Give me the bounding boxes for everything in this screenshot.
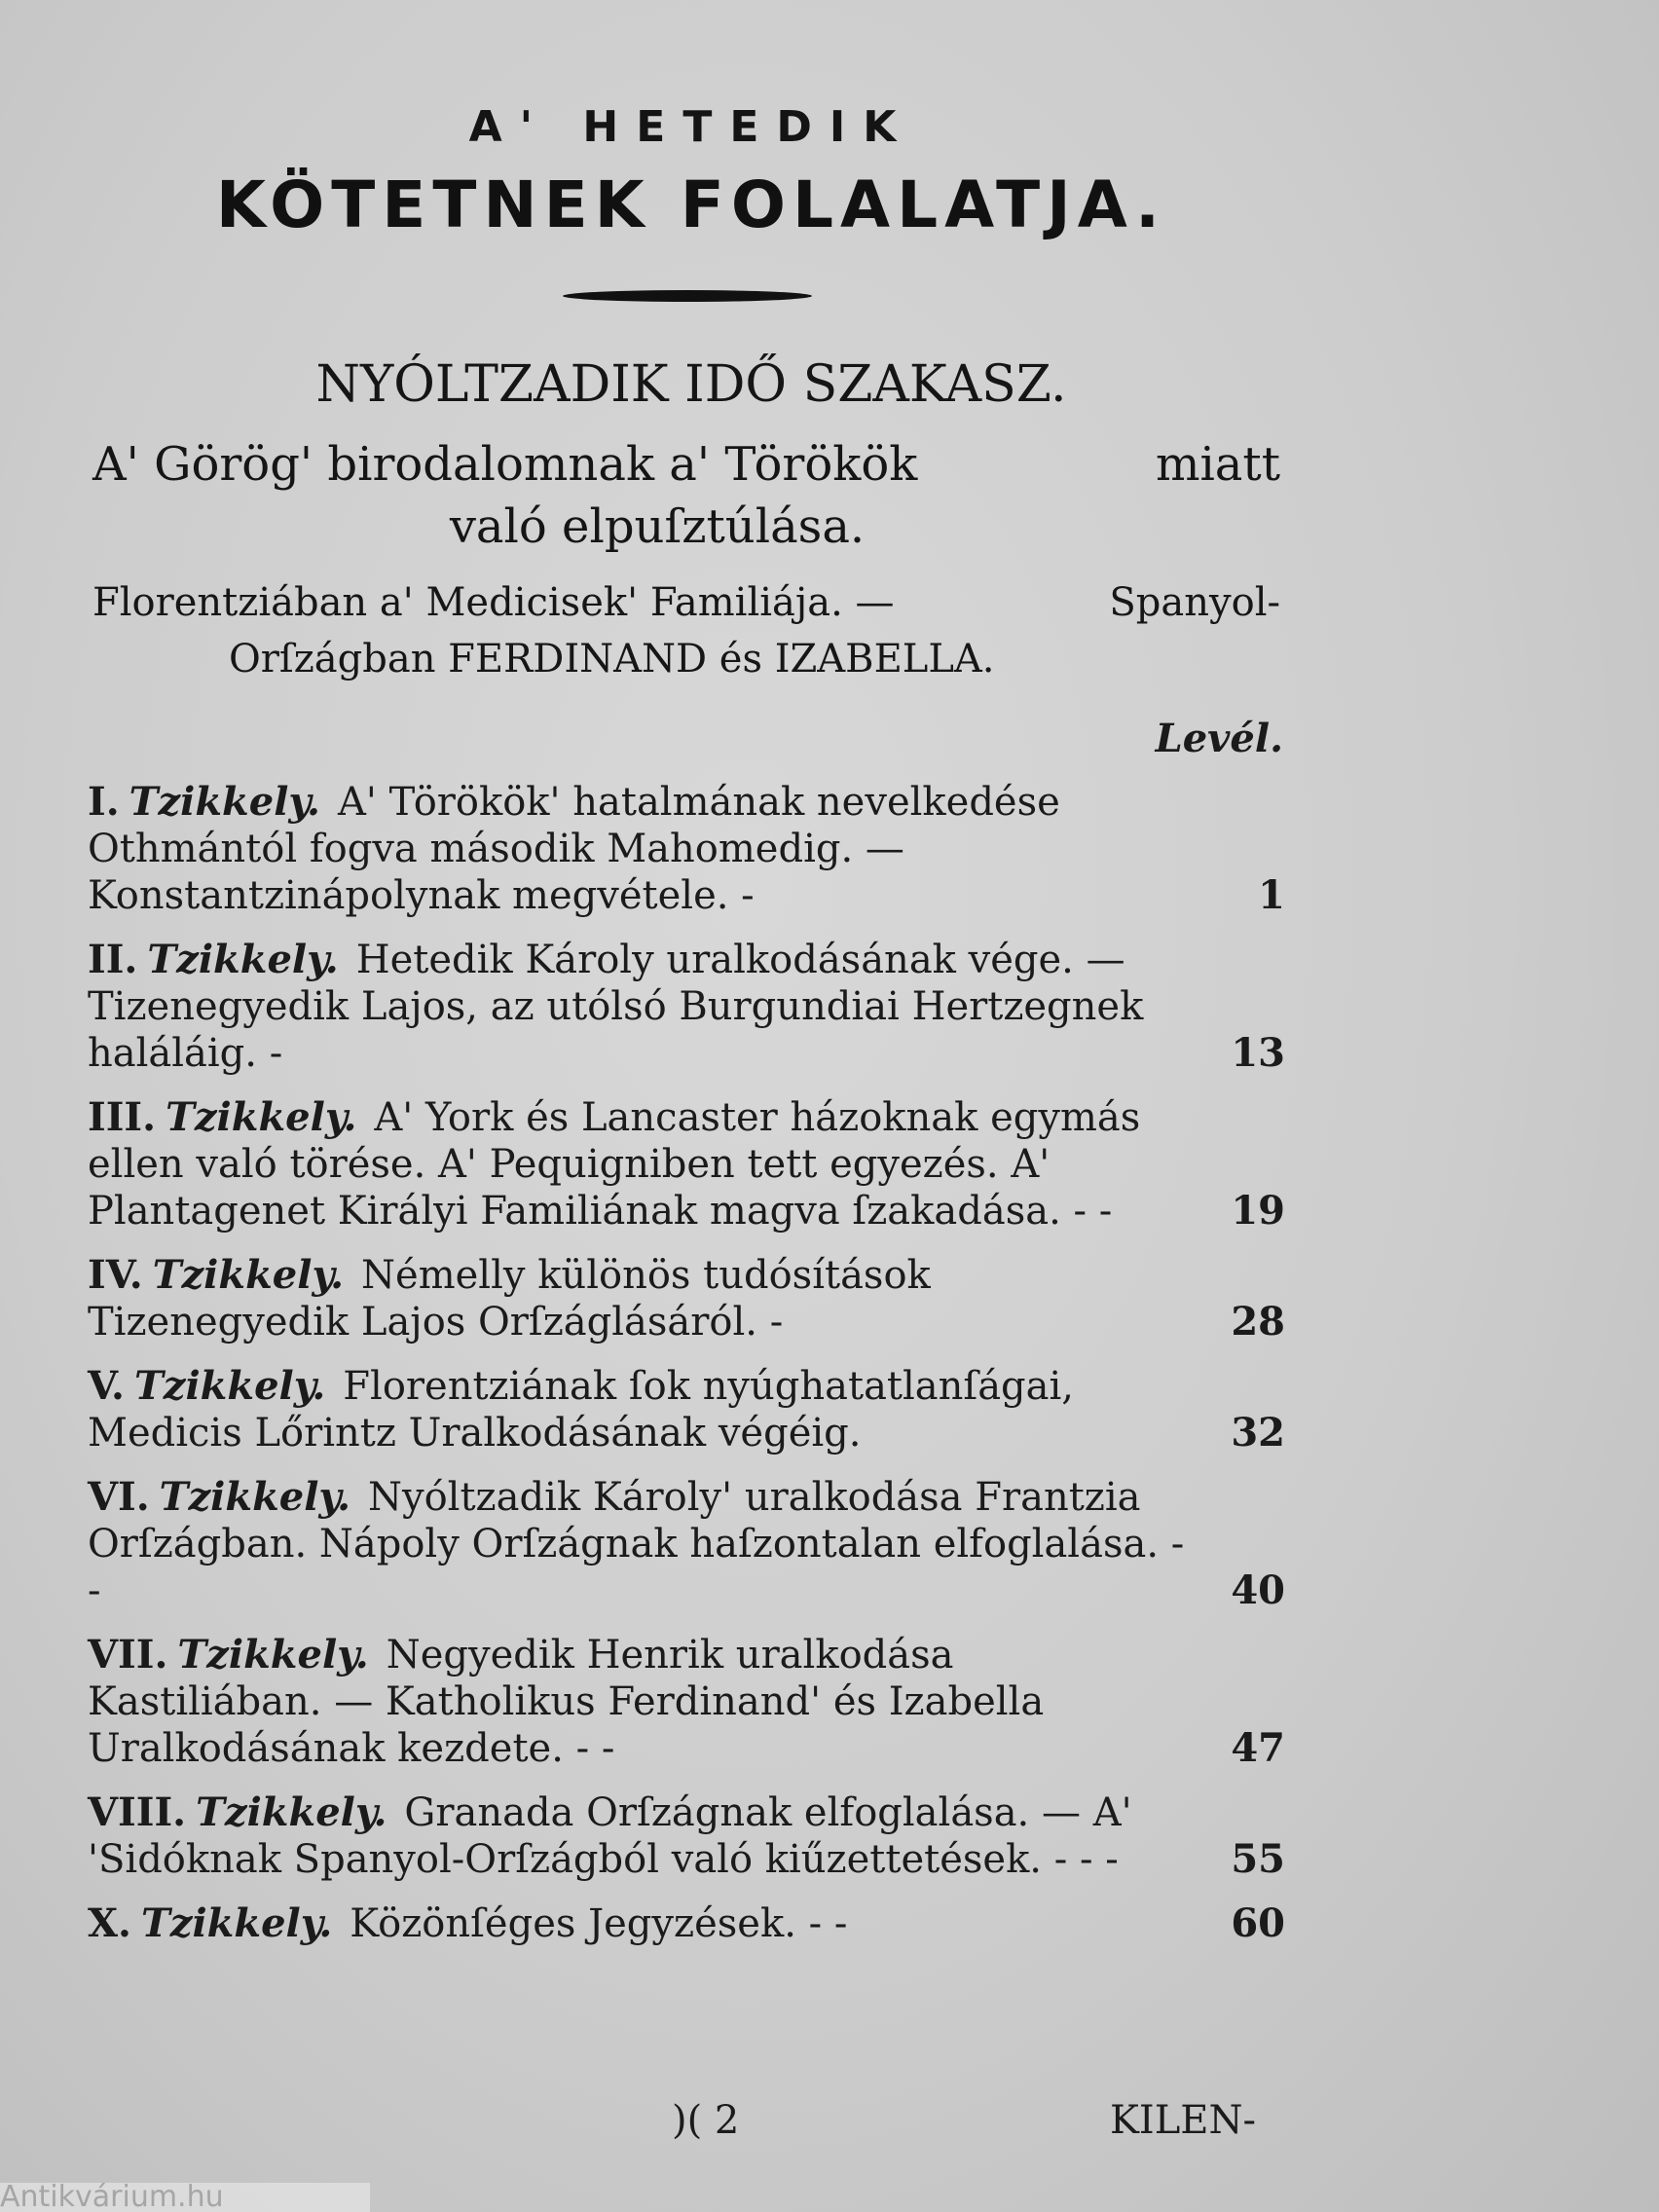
subtitle-line1-end: miatt: [1155, 437, 1280, 492]
chapter-label: Tzikkely.: [152, 1252, 345, 1298]
toc-entry-body: [88, 1632, 1285, 1772]
page-title: KÖTETNEK FOLALATJA.: [215, 167, 1167, 242]
page-number: 19: [1231, 1188, 1285, 1234]
chapter-numeral: V.: [88, 1363, 125, 1409]
page-column-header: Levél.: [1155, 716, 1283, 761]
toc-entry: [88, 1363, 1285, 1456]
toc-entry-body: [88, 1094, 1285, 1235]
toc-entry: [88, 1094, 1285, 1235]
topics-line1-end: Spanyol-: [1109, 580, 1280, 625]
chapter-description: Nyóltzadik Károly' uralkodása Frantzia Orſzágban. Nápoly Orſzágnak haſzontalan elfoglalása. - -: [88, 1475, 1185, 1613]
subtitle-line2: való elpuſztúlása.: [449, 499, 866, 554]
page-number: 1: [1258, 872, 1285, 918]
page-number: 13: [1231, 1030, 1285, 1076]
toc-entry: [88, 1900, 1285, 1947]
toc-entry-body: [88, 1474, 1285, 1614]
subtitle: [92, 433, 1280, 558]
chapter-description: A' Törökök' hatalmának nevelkedése Othmántól fogva második Mahomedig. — Konstantzinápolynak megvétele. -: [88, 780, 1060, 918]
chapter-description: Granada Orſzágnak elfoglalása. — A' 'Sidóknak Spanyol-Orſzágból való kiűzettetések. - - -: [88, 1790, 1132, 1882]
chapter-label: Tzikkely.: [129, 779, 320, 825]
chapter-numeral: II.: [88, 937, 138, 982]
chapter-label: Tzikkely.: [196, 1789, 387, 1835]
chapter-numeral: VII.: [88, 1632, 168, 1677]
chapter-numeral: IV.: [88, 1252, 143, 1298]
chapter-description: A' York és Lancaster házoknak egymás ellen való törése. A' Pequigniben tett egyezés. A' Plantagenet Királyi Familiának magva ſzakadása. - -: [88, 1095, 1141, 1234]
chapter-label: Tzikkely.: [147, 937, 339, 982]
chapter-description: Hetedik Károly uralkodásának vége. — Tizenegyedik Lajos, az utólsó Burgundiai Hertzegnek haláláig. -: [88, 938, 1144, 1076]
decorative-rule: [563, 290, 812, 302]
section-title: NYÓLTZADIK IDŐ SZAKASZ.: [315, 355, 1067, 414]
chapter-numeral: VI.: [88, 1474, 150, 1520]
signature-mark: )( 2: [672, 2098, 740, 2143]
page-number: 47: [1231, 1725, 1285, 1771]
heading-small: A' HETEDIK: [468, 102, 914, 152]
chapter-label: Tzikkely.: [140, 1900, 333, 1946]
page-number: 32: [1231, 1410, 1285, 1456]
toc-entry: [88, 1474, 1285, 1614]
page-number: 28: [1231, 1299, 1285, 1345]
topics-line1: Florentziában a' Medicisek' Familiája. —: [92, 580, 895, 625]
toc-entry: [88, 1789, 1285, 1883]
page-number: 55: [1231, 1836, 1285, 1882]
toc-entry-body: [88, 937, 1285, 1077]
chapter-description: Némelly különös tudósítások Tizenegyedik Lajos Orſzáglásáról. -: [88, 1253, 931, 1345]
table-of-contents: [88, 779, 1285, 1965]
topics-line2: Orſzágban FERDINAND és IZABELLA.: [229, 637, 995, 682]
catchword: KILEN-: [1110, 2098, 1256, 2143]
toc-entry-body: [88, 1252, 1285, 1346]
toc-entry-body: [88, 1789, 1285, 1883]
chapter-numeral: III.: [88, 1094, 157, 1140]
chapter-description: Negyedik Henrik uralkodása Kastiliában. — Katholikus Ferdinand' és Izabella Uralkodásának kezdete. - -: [88, 1633, 1045, 1771]
toc-entry: [88, 1632, 1285, 1772]
chapter-label: Tzikkely.: [159, 1474, 350, 1520]
toc-entry: [88, 937, 1285, 1077]
page-number: 40: [1231, 1567, 1285, 1613]
subtitle-line1: A' Görög' birodalomnak a' Törökök: [92, 437, 918, 492]
toc-entry-body: [88, 779, 1285, 919]
chapter-label: Tzikkely.: [133, 1363, 326, 1409]
chapter-description: Florentziának ſok nyúghatatlanſágai, Medicis Lőrintz Uralkodásának végéig.: [88, 1364, 1075, 1456]
page-footer: [672, 2098, 1256, 2143]
toc-entry: [88, 779, 1285, 919]
toc-entry-body: [88, 1363, 1285, 1456]
toc-entry: [88, 1252, 1285, 1346]
watermark: Antikvárium.hu: [0, 2183, 370, 2212]
chapter-label: Tzikkely.: [166, 1094, 357, 1140]
chapter-description: Közönſéges Jegyzések. - -: [350, 1901, 848, 1946]
page-number: 60: [1231, 1900, 1285, 1946]
topics: [92, 574, 1280, 687]
chapter-label: Tzikkely.: [177, 1632, 369, 1677]
toc-entry-body: [88, 1900, 1285, 1947]
chapter-numeral: VIII.: [88, 1789, 187, 1835]
chapter-numeral: I.: [88, 779, 120, 825]
chapter-numeral: X.: [88, 1900, 131, 1946]
